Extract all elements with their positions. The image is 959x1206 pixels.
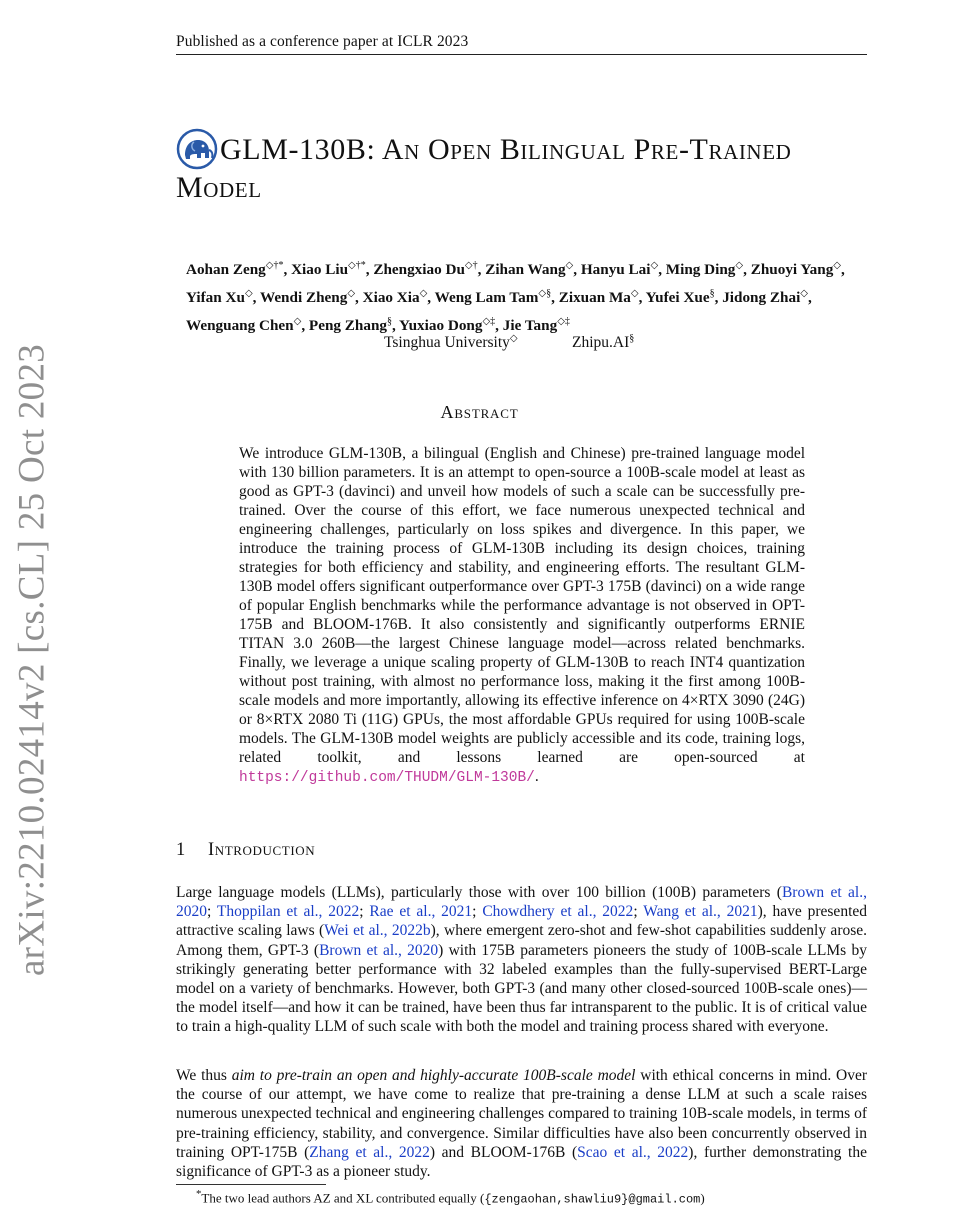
author-affiliation-mark: ◇†* xyxy=(348,260,366,271)
citation-link[interactable]: Wang et al., 2021 xyxy=(643,903,758,921)
author-name: Xiao Liu xyxy=(291,261,349,279)
author-affiliation-mark: ◇ xyxy=(419,288,428,300)
citation-link[interactable]: Wei et al., 2022b xyxy=(324,922,431,940)
author-name: Weng Lam Tam xyxy=(434,289,539,307)
author-affiliation-mark: ◇†* xyxy=(265,260,284,271)
author-list: Aohan Zeng◇†*, Xiao Liu◇†*, Zhengxiao Du◇†, Zihan Wang◇, Hanyu Lai◇, Ming Ding◇, Zhuoyi Yang◇, Yifan Xu◇, Wendi Zheng◇, Xiao Xia◇, Weng Lam Tam◇§, Zixuan Ma◇, Yufei Xue§, Jidong Zhai◇, Wenguang Chen◇, Peng Zhang§, Yuxiao Dong◇‡, Jie Tang◇‡ xyxy=(186,260,845,335)
author-name: Jidong Zhai xyxy=(722,289,801,307)
citation-link[interactable]: Scao et al., 2022 xyxy=(577,1143,689,1161)
author-name: Yuxiao Dong xyxy=(399,317,483,335)
author-name: Zixuan Ma xyxy=(558,289,631,307)
affiliation-tsinghua: Tsinghua University◇ xyxy=(384,333,518,352)
author-affiliation-mark: ◇ xyxy=(293,316,302,328)
arxiv-stamp[interactable]: arXiv:2210.02414v2 [cs.CL] 25 Oct 2023 xyxy=(11,343,53,977)
author-name: Hanyu Lai xyxy=(580,261,651,279)
author-affiliation-mark: § xyxy=(387,316,392,328)
footnote-rule xyxy=(176,1184,326,1185)
author-affiliation-mark: ◇ xyxy=(650,260,659,271)
title-line-1: GLM-130B: An Open Bilingual Pre-Trained xyxy=(220,133,792,166)
author-name: Jie Tang xyxy=(502,317,558,335)
title-line-2: Model xyxy=(176,171,262,204)
abstract-text: We introduce GLM-130B, a bilingual (English and Chinese) pre-trained language model with 130 billion parameters. It is an attempt to open-source a 100B-scale model at least as good as GPT-3 (davinci) and unveil how models of such a scale can be successfully pre-trained. Over the course of this effort, we face numerous unexpected technical and engineering challenges, particularly on loss spikes and divergence. In this paper, we introduce the training process of GLM-130B including its design choices, training strategies for both efficiency and stability, and engineering efforts. The resultant GLM-130B model offers significant outperformance over GPT-3 175B (davinci) on a wide range of popular English benchmarks while the performance advantage is not observed in OPT-175B and BLOOM-176B. It also consistently and significantly outperforms ERNIE TITAN 3.0 260B—the largest Chinese language model—across related benchmarks. Finally, we leverage a unique scaling property of GLM-130B to reach INT4 quantization without post training, with almost no performance loss, making it the first among 100B-scale models and more importantly, allowing its effective inference on 4×RTX 3090 (24G) or 8×RTX 2080 Ti (11G) GPUs, the most affordable GPUs required for using 100B-scale models. The GLM-130B model weights are publicly accessible and its code, training logs, related toolkit, and lessons learned are open-sourced at xyxy=(239,445,805,766)
author-affiliation-mark: ◇† xyxy=(464,260,478,271)
citation-link[interactable]: Brown et al., 2020 xyxy=(176,884,867,921)
author-affiliation-mark: ◇‡ xyxy=(557,316,570,328)
intro-paragraph-1: Large language models (LLMs), particularly those with over 100 billion (100B) parameters (Brown et al., 2020; Thoppilan et al., 2022; Rae et al., 2021; Chowdhery et al., 2022; Wang et al., 2021), have presented attractive scaling laws (Wei et al., 2022b), where emergent zero-shot and few-shot capabilities suddenly arose. Among them, GPT-3 (Brown et al., 2020) with 175B parameters pioneers the study of 100B-scale LLMs by strikingly generating better performance with 32 labeled examples than the fully-supervised BERT-Large model on a variety of benchmarks. However, both GPT-3 (and many other closed-sourced 100B-scale ones)—the model itself—and how it can be trained, have been thus far intransparent to the public. It is of critical value to train a high-quality LLM of such scale with both the model and training process shared with everyone. xyxy=(176,884,868,1036)
author-affiliation-mark: ◇ xyxy=(833,260,841,271)
header-rule xyxy=(176,54,867,55)
author-affiliation-mark: ◇ xyxy=(347,288,356,300)
citation-link[interactable]: Zhang et al., 2022 xyxy=(309,1143,430,1161)
abstract-heading: Abstract xyxy=(440,402,519,422)
citation-link[interactable]: Chowdhery et al., 2022 xyxy=(482,903,634,921)
running-head: Published as a conference paper at ICLR 2023 xyxy=(176,33,469,50)
emphasis-text: aim to pre-train an open and highly-accurate 100B-scale model xyxy=(231,1067,636,1084)
citation-link[interactable]: Thoppilan et al., 2022 xyxy=(216,903,360,921)
intro-paragraph-2: We thus aim to pre-train an open and highly-accurate 100B-scale model with ethical concerns in mind. Over the course of our attempt, we have come to realize that pre-training a dense LLM at such a scale raises numerous unexpected technical and engineering challenges compared to training 10B-scale models, in terms of pre-training efficiency, stability, and convergence. Similar difficulties have also been concurrently observed in training OPT-175B (Zhang et al., 2022) and BLOOM-176B (Scao et al., 2022), further demonstrating the significance of GPT-3 as a pioneer study. xyxy=(176,1067,867,1181)
author-name: Ming Ding xyxy=(665,261,736,279)
author-affiliation-mark: ◇ xyxy=(244,288,253,300)
author-name: Zhengxiao Du xyxy=(373,261,465,279)
github-link[interactable]: https://github.com/THUDM/GLM-130B/ xyxy=(239,770,535,786)
author-name: Peng Zhang xyxy=(308,317,387,335)
author-affiliation-mark: ◇ xyxy=(800,288,808,300)
author-name: Aohan Zeng xyxy=(186,261,266,279)
author-affiliation-mark: ◇ xyxy=(735,260,744,271)
author-name: Yifan Xu xyxy=(186,289,245,307)
footnote-email[interactable]: {zengaohan,shawliu9}@gmail.com xyxy=(484,1192,701,1206)
author-affiliation-mark: § xyxy=(709,288,715,300)
author-name: Wenguang Chen xyxy=(186,317,294,335)
author-affiliation-mark: ◇ xyxy=(565,260,574,271)
author-affiliation-mark: ◇§ xyxy=(538,288,552,300)
abstract-body: We introduce GLM-130B, a bilingual (English and Chinese) pre-trained language model with 130 billion parameters. It is an attempt to open-source a 100B-scale model at least as good as GPT-3 (davinci) and unveil how models of such a scale can be successfully pre-trained. Over the course of this effort, we face numerous unexpected technical and engineering challenges, particularly on loss spikes and divergence. In this paper, we introduce the training process of GLM-130B including its design choices, training strategies for both efficiency and stability, and engineering efforts. The resultant GLM-130B model offers significant outperformance over GPT-3 175B (davinci) on a wide range of popular English benchmarks while the performance advantage is not observed in OPT-175B and BLOOM-176B. It also consistently and significantly outperforms ERNIE TITAN 3.0 260B—the largest Chinese language model—across related benchmarks. Finally, we leverage a unique scaling property of GLM-130B to reach INT4 quantization without post training, with almost no performance loss, making it the first among 100B-scale models and more importantly, allowing its effective inference on 4×RTX 3090 (24G) or 8×RTX 2080 Ti (11G) GPUs, the most affordable GPUs required for using 100B-scale models. The GLM-130B model weights are publicly accessible and its code, training logs, related toolkit, and lessons learned are open-sourced at https://github.com/THUDM/GLM-130B/. xyxy=(239,445,805,786)
author-name: Wendi Zheng xyxy=(259,289,348,307)
author-affiliation-mark: ◇‡ xyxy=(482,316,496,328)
author-affiliation-mark: ◇ xyxy=(630,288,639,300)
author-name: Zihan Wang xyxy=(485,261,566,279)
footnote: *The two lead authors AZ and XL contributed equally ({zengaohan,shawliu9}@gmail.com) xyxy=(196,1188,705,1206)
author-name: Yufei Xue xyxy=(645,289,710,307)
glm-elephant-logo-icon xyxy=(176,128,218,170)
author-name: Xiao Xia xyxy=(362,289,420,307)
citation-link[interactable]: Brown et al., 2020 xyxy=(319,941,439,959)
arxiv-sidebar xyxy=(2,343,62,977)
author-name: Zhuoyi Yang xyxy=(750,261,834,279)
section-heading-introduction: 1 Introduction xyxy=(176,840,316,860)
citation-link[interactable]: Rae et al., 2021 xyxy=(369,903,473,921)
affiliation-zhipu: Zhipu.AI§ xyxy=(572,333,635,352)
